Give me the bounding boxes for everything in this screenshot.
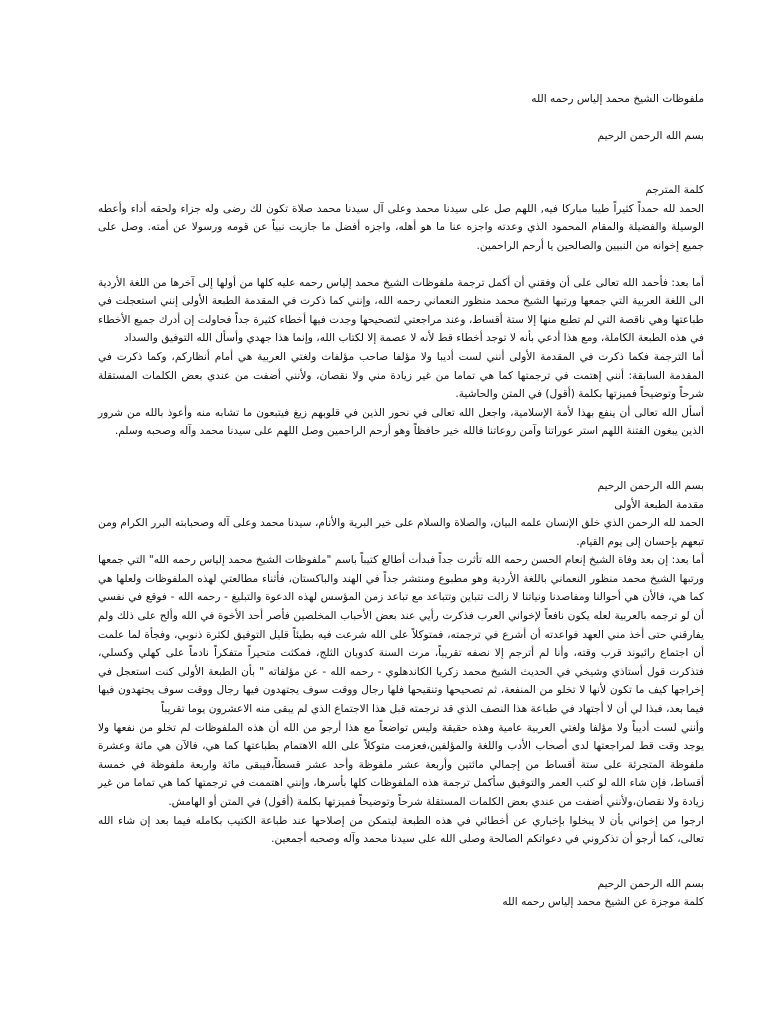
basmala: بسم الله الرحمن الرحيم (597, 129, 704, 142)
spacer (98, 145, 704, 181)
section-heading-first-edition: مقدمة الطبعة الأولى (614, 498, 704, 511)
spacer (98, 109, 704, 127)
paragraph: الحمد لله الرحمن الذي خلق الإنسان علمه البيان، والصلاة والسلام على خير البرية والأنام، سيدنا محمد وعلى آله وصحبابته البرر الكرام ومن تبعهم بإحسان إلى يوم القيام. (98, 517, 704, 548)
paragraph: أما بعد: فأحمد الله تعالى على أن وفقني أن أكمل ترجمة ملفوظات الشيخ محمد إلياس رحمه عليه كلها من أولها إلى آخرها من اللغة الأردية الى اللغة العربية التي جمعها ورتبها الشيخ محمد منظور النعماني رحمه الله، وإنني كما ذكرت في المقدمة الطبعة الأولى إنني استعجلت في طباعتها وهي ناقصة التي لم تطبع منها إلا ستة أقساط، وعند مراجعتي لتصحيحها وجدت فيها أخطاء كثيرة جداً فحاولت إن أدرك جميع الأخطاء في هذه الطبعة الكاملة، ومع هذا أدعي بأنه لا توجد أخطاء قط لأنه لا عصمة إلا لكتاب الله، وإنما هذا جهدي وأسأل الله التوفيق والسداد (98, 276, 704, 345)
section-heading-translator-word: كلمة المترجم (645, 184, 704, 197)
section-heading-brief-word: كلمة موجزة عن الشيخ محمد إلياس رحمه الله (502, 896, 704, 909)
spacer (98, 256, 704, 274)
paragraph: الحمد لله حمداً كثيراً طيبا مباركا فيه, اللهم صل على سيدنا محمد وعلى آل سيدنا محمد صلاة تكون لك رضى وله جزاء ولحقه أداء وأعطه الوسيلة والفضيلة والمقام المحمود الذي وعدته واجزه عنا ما هو أهله، واجزه أفضل ما جازيت نبياً عن قومه ورسولا عن أمته. وصل على جميع إخوانه من النبيين والصالحين يا أرحم الراحمين. (98, 202, 704, 252)
paragraph: أسأل الله تعالى أن ينفع بهذا لأمة الإسلامية، واجعل الله تعالى في نحور الذين في قلوبهم زيغ فيتبعون ما تشابه منه وأعوذ بالله من شرور الذين يبغون الفتنة اللهم استر عوراتنا وآمن روعاتنا فالله خير حافظاً وهو أرحم الراحمين وصل اللهم على سيدنا محمد وآله وصحبه وسلم. (98, 406, 704, 438)
document-page (98, 90, 704, 912)
paragraph: ارجوا من إخواني بأن لا يبخلوا بإخباري عن أخطائي في هذه الطبعة ليتمكن من إصلاحها عند طباعة الكتيب بكامله فيما بعد إن شاء الله تعالى، كما أرجو أن تذكروني في دعواتكم الصالحة وصلى الله على سيدنا محمد وآله وصحبه أجمعين. (98, 814, 704, 846)
paragraph: أما بعد: إن بعد وفاة الشيخ إنعام الحسن رحمه الله تأثرت جداً فبدأت أطالع كتيباً باسم "ملفوظات الشيخ محمد إلياس رحمه الله" التي جمعها ورتبها الشيخ محمد منظور النعماني باللغة الأردية وهو مطبوع ومنتشر جداً في الهند والباكستان، فأثناء مطالعتي لهذه الملفوظات ولعلها هي كما هي، فالأن هي أحوالنا ومفاصدنا ونياتنا لا زالت تتباين وتتباعد مع تباعد زمن المؤسس لهذه الدعوة والتبليغ - رحمه الله - فوقع في نفسي أن لو ترجمه بالعربية لعله يكون نافعاً لإخواني العرب فذكرت رأيي عند بعض الأحباب المخلصين فأصر أحد الأخوة في الله وألح على ذلك ولم يفارقني حتى أخذ مني العهد فواعدته أن أشرع في ترجمته، فمتوكلاً على الله شرعت فيه بطيئاً قليل التوفيق لكثرة ذنوبي، وفجأة لما علمت أن اجتماع رائيوند قرب وقته، وأنا لم أترجم إلا نصفه تقريباً، مرت السنة كدوبان الثلج، فمكثت متحيراً متفكراً نادماً على كهلي وكسلي، فتذكرت قول أستاذي وشيخي في الحديث الشيخ محمد زكريا الكاندهلوي - رحمه الله - عن مؤلفاته " بأن الطبعة الأولى كنت استعجل في إخراجها كيف ما تكون لأنها لا تخلو من المنفعة، ثم تصحيحها وتنقيحها فلها رجال ووقت سوف يجتهدون فيها رجال ووقت سوف يجتهدون فيها فيما بعد، فبذا لي أن لا أجتهاد في طباعة هذا النصف الذي قد ترجمته قبل هذا الاجتماع الذي لم يبقى منه الاعشرون يوما تقريباً (98, 554, 704, 716)
document-title: ملفوظات الشيخ محمد إلياس رحمه الله (531, 93, 704, 105)
paragraph: أما الترجمة فكما ذكرت في المقدمة الأولى أنني لست أديبا ولا مؤلفا صاحب مؤلفات ولغتي العربية هي أمام أنظاركم، وكما ذكرت في المقدمة السابقة: أنني إهتمت في ترجمتها كما هي تماما من غير زيادة مني ولا نقصان، ولأنني أضفت من عندي بعض الكلمات المستقلة شرحاً وتوضيحاً فميزتها بكلمة (أقول) في المتن والحاشية. (98, 350, 704, 401)
basmala: بسم الله الرحمن الرحيم (597, 479, 704, 492)
spacer (98, 849, 704, 875)
paragraph: وأنني لست أديباً ولا مؤلفا ولغتي العربية عامية وهذه حقيقة وليس تواضعاً مع هذا أرجو من الله أن هذه الملفوظات لم تخلو من نفعها ولا يوجد وقت قط لمراجعتها لدى أصحاب الأدب واللغة والمؤلفين،فعزمت متوكلاً على الله الاهتمام بطباعتها كما هي، فالآن هي مائة وعشرة ملفوظة المتجرئة على ستة أقساط من إجمالي مائتين وأربعة عشر ملفوظة وأحد عشر قسطاً،فيبقى مائة واربعة ملفوظة في خمسة أقساط، فإن شاء الله لو كتب العمر والتوفيق سأكمل ترجمة هذه الملفوظات كلها بأسرها، وإنني اهتممت في ترجمتها كما هي تماما من غير زيادة ولا نقصان،ولأنني أضفت من عندي بعض الكلمات المستقلة شرحاً وتوضيحاً فميزتها بكلمة (أقول) في المتن أو الهامش. (98, 721, 704, 808)
basmala: بسم الله الرحمن الرحيم (597, 877, 704, 890)
spacer (98, 441, 704, 477)
